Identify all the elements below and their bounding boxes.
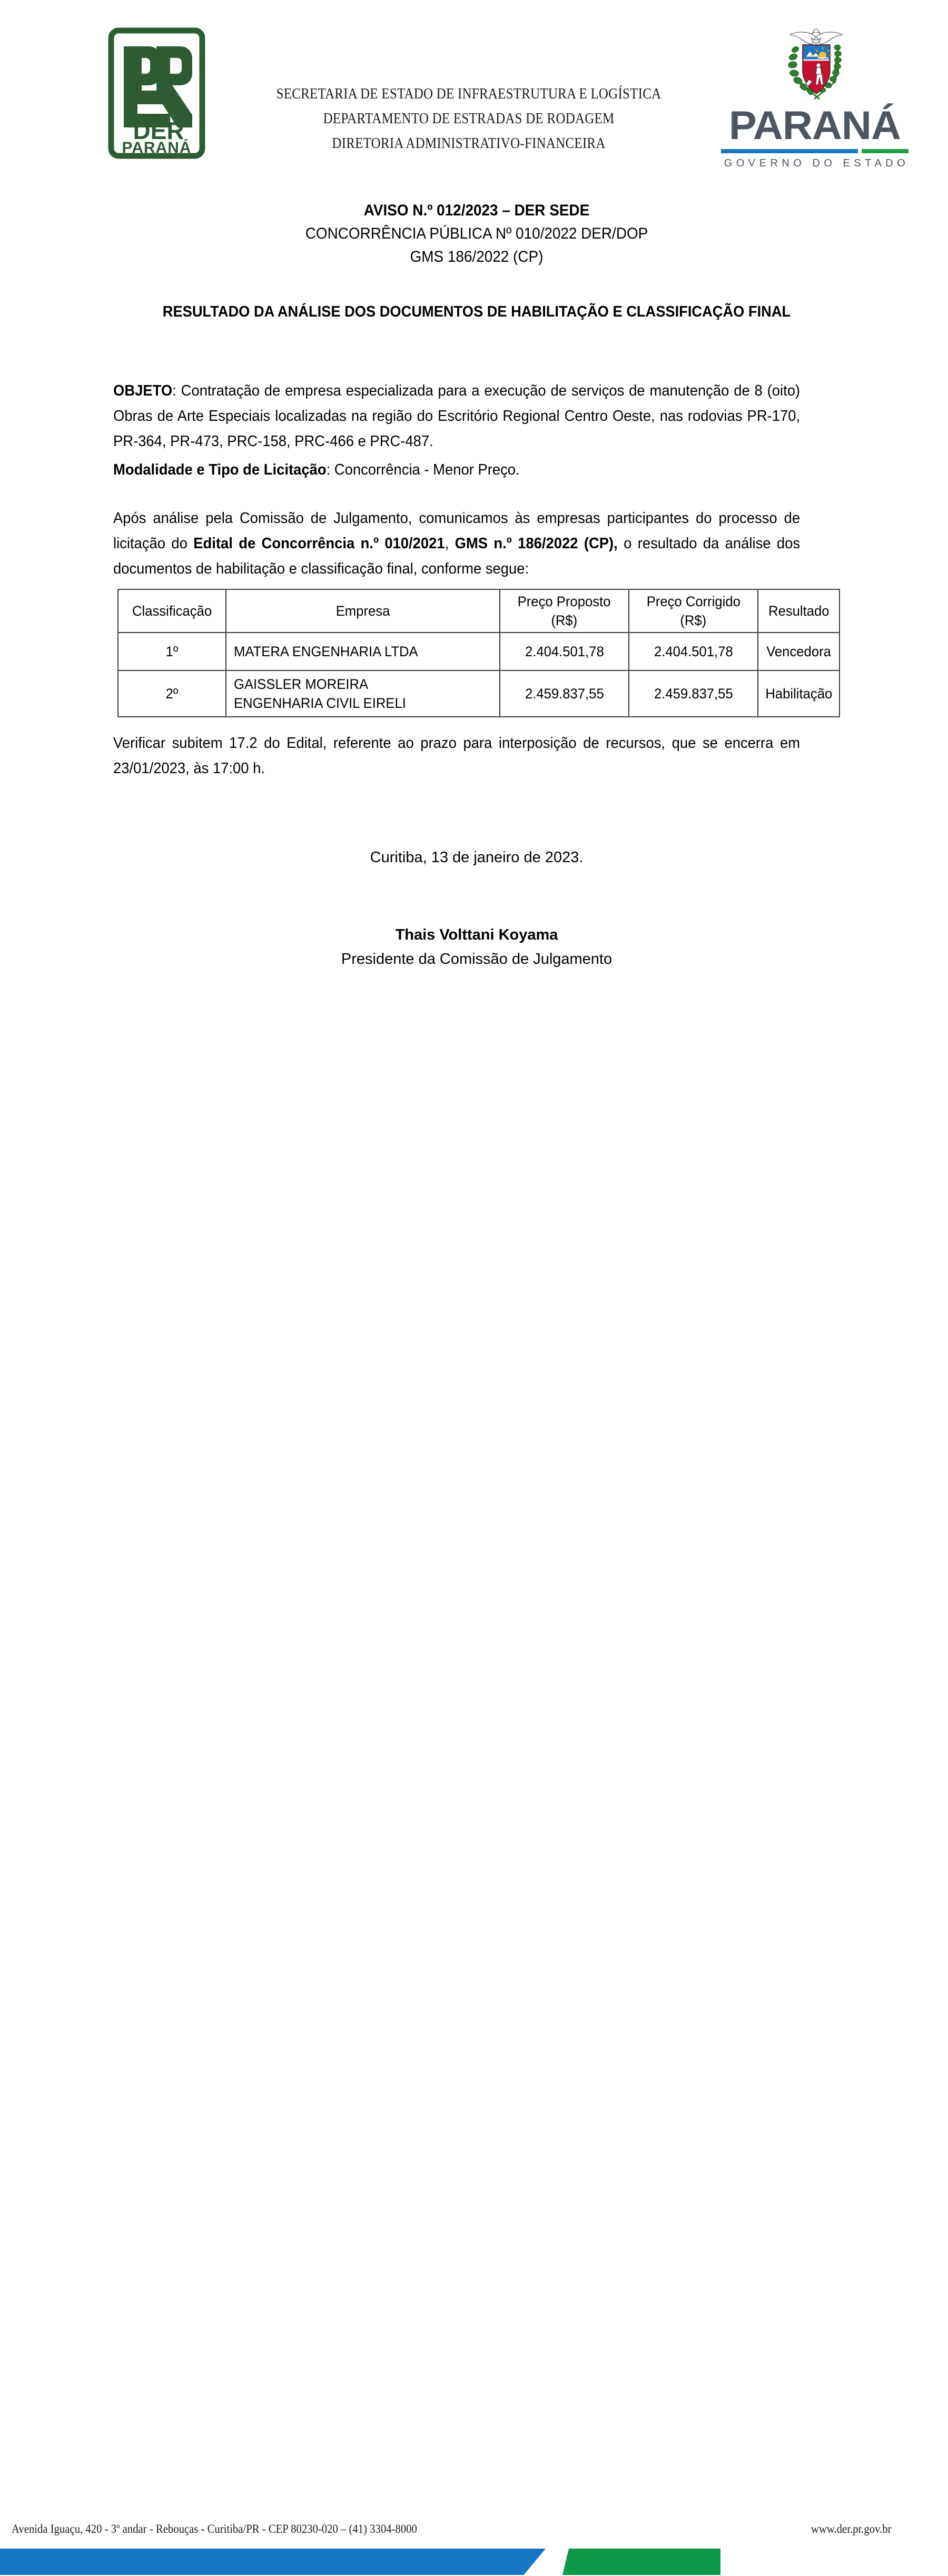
modalidade-label: Modalidade e Tipo de Licitação xyxy=(113,461,327,478)
header-line-2: DEPARTAMENTO DE ESTRADAS DE RODAGEM xyxy=(323,110,615,127)
footer-bar-blue xyxy=(0,2549,546,2575)
local-and-date: Curitiba, 13 de janeiro de 2023. xyxy=(370,849,584,866)
cell-classificacao: 1º xyxy=(118,633,226,670)
signatory-name: Thais Volttani Koyama xyxy=(395,926,558,943)
parana-bar-green xyxy=(862,149,908,153)
cell-resultado: Habilitação xyxy=(758,670,840,717)
table-row xyxy=(118,670,840,717)
gms-reference: GMS n.º 186/2022 (CP), xyxy=(455,535,618,552)
gms-line: GMS 186/2022 (CP) xyxy=(410,248,544,265)
parana-wordmark-block xyxy=(712,103,917,170)
footer-color-bars xyxy=(0,2549,948,2576)
der-logo-word: DER xyxy=(133,117,184,144)
parana-bar-blue xyxy=(721,149,858,153)
column-header-preco-corrigido: Preço Corrigido (R$) xyxy=(629,589,758,633)
paragraph-verificar: Verificar subitem 17.2 do Edital, referente ao prazo para interposição de recursos, que se encerra em 23/01/2023, às 17:00 h. xyxy=(113,735,801,777)
der-parana-logo xyxy=(108,27,205,159)
column-header-preco-proposto: Preço Proposto (R$) xyxy=(500,589,629,633)
aviso-number: AVISO N.º 012/2023 – DER SEDE xyxy=(363,202,590,219)
modalidade-text: : Concorrência - Menor Preço. xyxy=(326,461,520,478)
header-line-3: DIRETORIA ADMINISTRATIVO-FINANCEIRA xyxy=(332,135,606,152)
cell-empresa: MATERA ENGENHARIA LTDA xyxy=(226,633,500,670)
apos-text-3: o resultado da análise dos documentos de habilitação e classificação final, conforme segue: xyxy=(113,535,801,577)
parana-wordmark: PARANÁ xyxy=(728,103,901,148)
cell-preco-corrigido: 2.404.501,78 xyxy=(629,633,758,670)
edital-reference: Edital de Concorrência n.º 010/2021 xyxy=(193,535,445,552)
results-table-wrapper xyxy=(117,589,839,717)
aviso-block xyxy=(139,199,814,269)
parana-government-logo xyxy=(712,27,917,169)
paragraph-apos-analise xyxy=(113,506,800,581)
parana-coat-of-arms-icon xyxy=(775,27,857,106)
cell-preco-corrigido: 2.459.837,55 xyxy=(629,670,758,717)
parana-logo-bars xyxy=(721,149,908,153)
footer-address: Avenida Iguaçu, 420 - 3º andar - Rebouças - Curitiba/PR - CEP 80230-020 – (41) 3304-8000 xyxy=(12,2522,417,2535)
header-title-block xyxy=(260,82,677,156)
column-header-classificacao: Classificação xyxy=(118,589,226,633)
column-header-empresa: Empresa xyxy=(226,589,500,633)
page-title: RESULTADO DA ANÁLISE DOS DOCUMENTOS DE HABILITAÇÃO E CLASSIFICAÇÃO FINAL xyxy=(162,303,791,320)
concorrencia-line: CONCORRÊNCIA PÚBLICA Nº 010/2022 DER/DOP xyxy=(305,225,648,242)
column-header-resultado: Resultado xyxy=(758,589,840,633)
parana-bar-gap xyxy=(858,149,862,153)
cell-preco-proposto: 2.404.501,78 xyxy=(500,633,629,670)
cell-resultado: Vencedora xyxy=(758,633,840,670)
signatory-role: Presidente da Comissão de Julgamento xyxy=(341,951,613,968)
paragraph-modalidade xyxy=(113,457,800,482)
table-header-row xyxy=(118,589,840,633)
objeto-label: OBJETO xyxy=(113,382,173,399)
footer-bar-green xyxy=(562,2549,720,2575)
page-header xyxy=(0,0,948,174)
objeto-text: : Contratação de empresa especializada para a execução de serviços de manutenção de 8 (oito) Obras de Arte Especiais localizadas na região do Escritório Regional Centro Oeste, nas rodovias PR-170, PR-364, PR-473, PRC-158, PRC-466 e PRC-487. xyxy=(113,382,801,450)
cell-empresa: GAISSLER MOREIRA ENGENHARIA CIVIL EIRELI xyxy=(226,670,500,717)
table-row xyxy=(118,633,840,670)
footer-website[interactable]: www.der.pr.gov.br xyxy=(811,2522,892,2535)
paragraph-objeto xyxy=(113,378,800,454)
apos-text-1: Após análise pela Comissão de Julgamento, comunicamos às empresas participantes do processo de licitação do xyxy=(113,510,801,552)
header-line-1: SECRETARIA DE ESTADO DE INFRAESTRUTURA E LOGÍSTICA xyxy=(276,85,661,102)
page-footer xyxy=(0,1252,948,2535)
cell-classificacao: 2º xyxy=(118,670,226,717)
der-logo-subword: PARANÁ xyxy=(122,139,192,156)
cell-preco-proposto: 2.459.837,55 xyxy=(500,670,629,717)
results-table xyxy=(117,589,840,717)
parana-subtitle: GOVERNO DO ESTADO xyxy=(724,157,910,169)
signature-block xyxy=(113,923,840,971)
apos-text-2: , xyxy=(445,535,455,552)
